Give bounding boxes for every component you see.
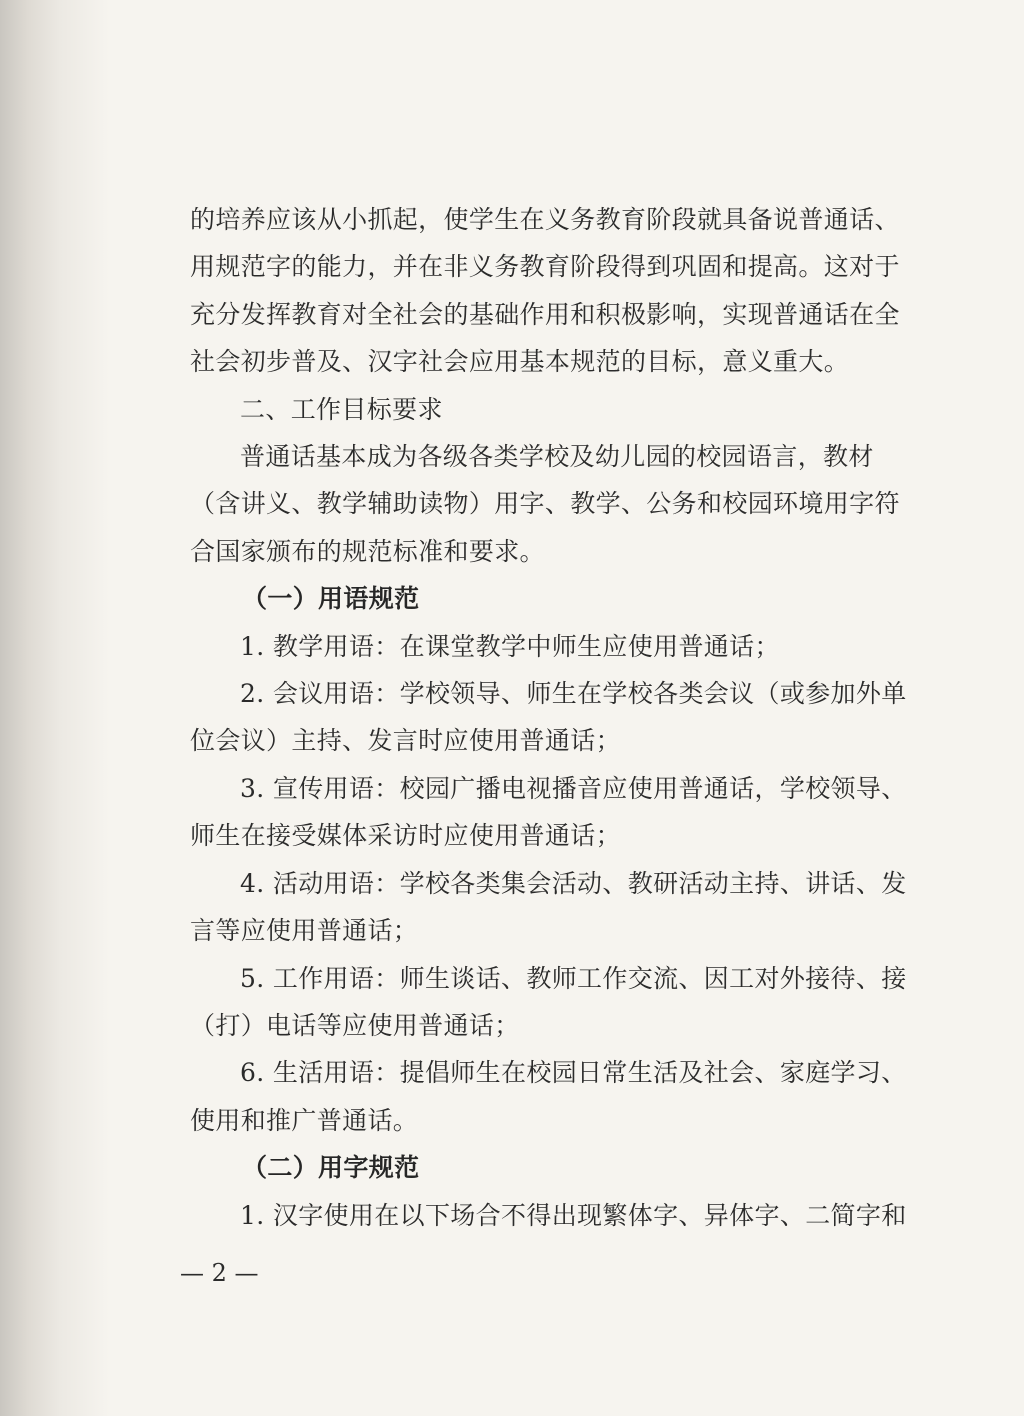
list-item-continuation: 师生在接受媒体采访时应使用普通话； <box>190 821 621 851</box>
paragraph-line: 的培养应该从小抓起，使学生在义务教育阶段就具备说普通话、 <box>190 205 900 234</box>
paragraph-line: （含讲义、教学辅助读物）用字、教学、公务和校园环境用字符 <box>190 489 900 519</box>
list-item-continuation: （打）电话等应使用普通话； <box>190 1010 520 1040</box>
list-item: 1. 教学用语：在课堂教学中师生应使用普通话； <box>240 631 780 661</box>
list-item: 4. 活动用语：学校各类集会活动、教研活动主持、讲话、发 <box>240 868 907 898</box>
list-item-continuation: 位会议）主持、发言时应使用普通话； <box>190 726 621 756</box>
body-text <box>190 196 950 1239</box>
subsection-heading: （一）用语规范 <box>242 584 420 614</box>
paragraph-line: 普通话基本成为各级各类学校及幼儿园的校园语言，教材 <box>240 442 874 472</box>
list-item: 6. 生活用语：提倡师生在校园日常生活及社会、家庭学习、 <box>240 1058 907 1088</box>
section-heading: 二、工作目标要求 <box>240 394 443 424</box>
paragraph-line: 社会初步普及、汉字社会应用基本规范的目标，意义重大。 <box>190 347 850 377</box>
list-item-continuation: 使用和推广普通话。 <box>190 1105 419 1135</box>
list-item: 1. 汉字使用在以下场合不得出现繁体字、异体字、二简字和 <box>240 1200 907 1230</box>
paragraph-line: 合国家颁布的规范标准和要求。 <box>190 536 545 566</box>
paragraph-line: 充分发挥教育对全社会的基础作用和积极影响，实现普通话在全 <box>190 299 900 329</box>
page-number: — 2 — <box>180 1259 259 1287</box>
subsection-heading: （二）用字规范 <box>242 1153 420 1183</box>
list-item: 5. 工作用语：师生谈话、教师工作交流、因工对外接待、接 <box>240 963 907 993</box>
list-item: 3. 宣传用语：校园广播电视播音应使用普通话，学校领导、 <box>240 773 907 803</box>
list-item: 2. 会议用语：学校领导、师生在学校各类会议（或参加外单 <box>240 679 907 709</box>
list-item-continuation: 言等应使用普通话； <box>190 916 419 946</box>
paragraph-line: 用规范字的能力，并在非义务教育阶段得到巩固和提高。这对于 <box>190 252 900 282</box>
